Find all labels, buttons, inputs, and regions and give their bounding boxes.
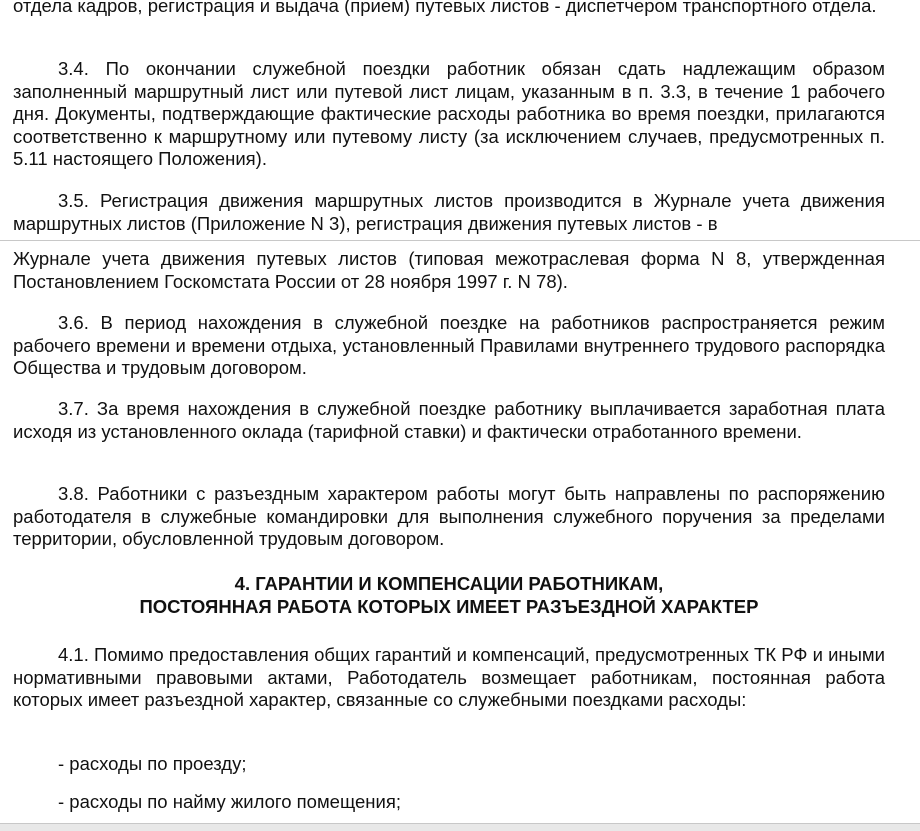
paragraph-4-1: 4.1. Помимо предоставления общих гарантий и компенсаций, предусмотренных ТК РФ и иными нормативными правовыми актами, Работодатель возмещает работникам, постоянная работа которых имеет разъездной характер, связанные со служебными поездками расходы: — [13, 644, 885, 710]
section-4-heading-line1: 4. ГАРАНТИИ И КОМПЕНСАЦИИ РАБОТНИКАМ, — [234, 573, 664, 594]
paragraph-3-5-part2: Журнале учета движения путевых листов (типовая межотраслевая форма N 8, утвержденная Постановлением Госкомстата России от 28 ноября 1997 г. N 78). — [13, 248, 885, 292]
list-item: - расходы по найму жилого помещения; — [58, 791, 401, 812]
paragraph-3-7: 3.7. За время нахождения в служебной поездке работнику выплачивается заработная плата исходя из установленного оклада (тарифной ставки) и фактически отработанного времени. — [13, 398, 885, 442]
list-item: - расходы по проезду; — [58, 753, 247, 774]
paragraph-3-6: 3.6. В период нахождения в служебной поездке на работников распространяется режим рабочего времени и времени отдыха, установленный Правилами внутреннего трудового распорядка Общества и трудовым договором. — [13, 312, 885, 378]
paragraph-top: отдела кадров, регистрация и выдача (прием) путевых листов - диспетчером транспортного отдела. — [13, 0, 877, 16]
page-break-divider — [0, 240, 920, 241]
paragraph-3-5-part1: 3.5. Регистрация движения маршрутных листов производится в Журнале учета движения маршрутных листов (Приложение N 3), регистрация движения путевых листов - в — [13, 190, 885, 234]
paragraph-3-4: 3.4. По окончании служебной поездки работник обязан сдать надлежащим образом заполненный маршрутный лист или путевой лист лицам, указанным в п. 3.3, в течение 1 рабочего дня. Документы, подтверждающие фактические расходы работника во время поездки, прилагаются соответственно к маршрутному или путевому листу (за исключением случаев, предусмотренных п. 5.11 настоящего Положения). — [13, 58, 885, 169]
paragraph-3-8: 3.8. Работники с разъездным характером работы могут быть направлены по распоряжению работодателя в служебные командировки для выполнения служебного поручения за пределами территории, обусловленной трудовым договором. — [13, 483, 885, 549]
section-4-heading-line2: ПОСТОЯННАЯ РАБОТА КОТОРЫХ ИМЕЕТ РАЗЪЕЗДНОЙ ХАРАКТЕР — [139, 596, 759, 617]
section-4-heading — [13, 572, 885, 618]
